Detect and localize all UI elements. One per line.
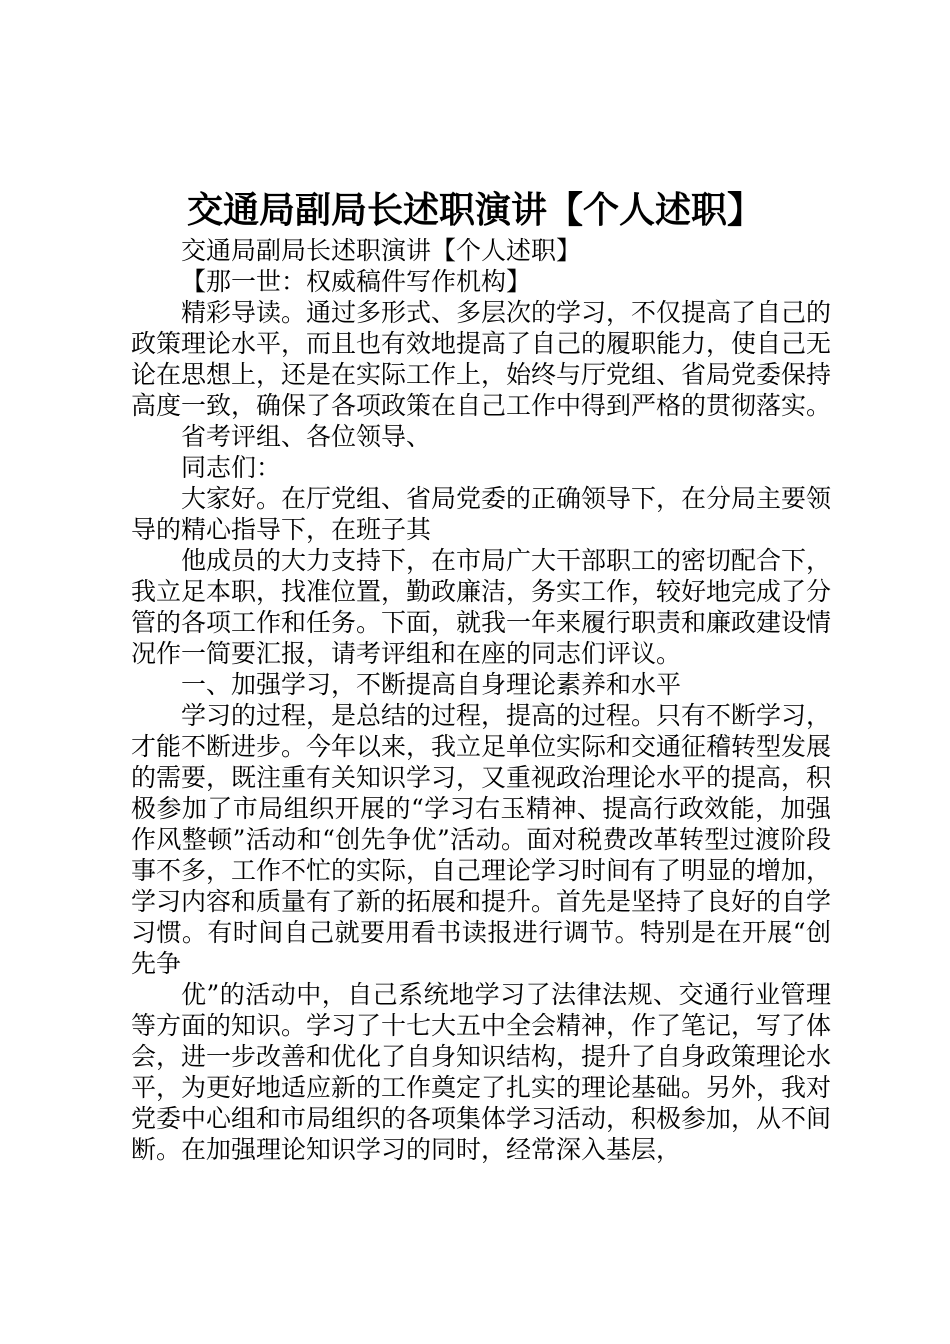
section-heading: 一、加强学习，不断提高自身理论素养和水平: [181, 670, 682, 699]
body-paragraph: 同志们：: [181, 453, 282, 482]
body-paragraph: 精彩导读。通过多形式、多层次的学习，不仅提高了自己的政策理论水平，而且也有效地提高了自己的履职能力，使自己无论在思想上，还是在实际工作上，始终与厅党组、省局党委保持高度一致，确保了各项政策在自己工作中得到严格的贯彻落实。: [131, 298, 832, 420]
body-paragraph: 他成员的大力支持下，在市局广大干部职工的密切配合下，我立足本职，找准位置，勤政廉洁，务实工作，较好地完成了分管的各项工作和任务。下面，就我一年来履行职责和廉政建设情况作一简要汇报，请考评组和在座的同志们评议。: [131, 546, 832, 668]
document-body: [131, 235, 831, 1165]
body-paragraph: 交通局副局长述职演讲【个人述职】: [181, 236, 582, 265]
body-paragraph: 省考评组、各位领导、: [181, 422, 432, 451]
document-title: 交通局副局长述职演讲【个人述职】: [186, 189, 763, 231]
body-paragraph: 大家好。在厅党组、省局党委的正确领导下，在分局主要领导的精心指导下，在班子其: [131, 484, 832, 544]
body-paragraph: 优”的活动中，自己系统地学习了法律法规、交通行业管理等方面的知识。学习了十七大五中全会精神，作了笔记，写了体会，进一步改善和优化了自身知识结构，提升了自身政策理论水平，为更好地适应新的工作奠定了扎实的理论基础。另外，我对党委中心组和市局组织的各项集体学习活动，积极参加，从不间断。在加强理论知识学习的同时，经常深入基层，: [131, 980, 832, 1164]
body-paragraph: 学习的过程，是总结的过程，提高的过程。只有不断学习，才能不断进步。今年以来，我立足单位实际和交通征稽转型发展的需要，既注重有关知识学习，又重视政治理论水平的提高，积极参加了市局组织开展的“学习右玉精神、提高行政效能，加强作风整顿”活动和“创先争优”活动。面对税费改革转型过渡阶段事不多，工作不忙的实际，自己理论学习时间有了明显的增加，学习内容和质量有了新的拓展和提升。首先是坚持了良好的自学习惯。有时间自己就要用看书读报进行调节。特别是在开展“创先争: [131, 701, 832, 978]
body-paragraph: 【那一世：权威稿件写作机构】: [181, 267, 532, 296]
